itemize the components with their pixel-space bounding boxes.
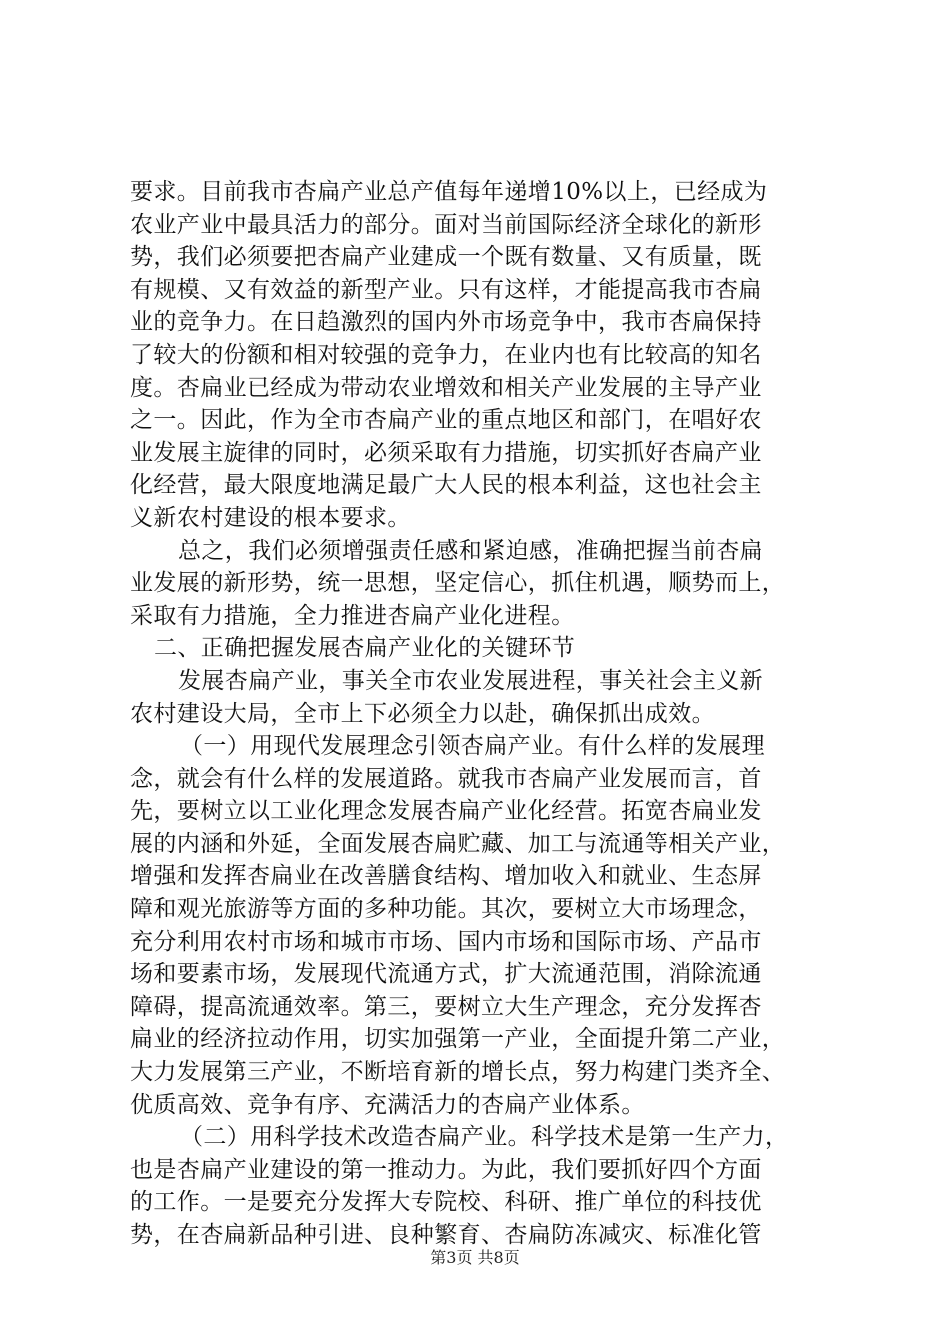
- text-line: 念，就会有什么样的发展道路。就我市杏扁产业发展而言，首: [130, 765, 762, 792]
- text-line: 化经营，最大限度地满足最广大人民的根本利益，这也社会主: [130, 472, 762, 499]
- text-line: 采取有力措施，全力推进杏扁产业化进程。: [130, 602, 575, 629]
- section-heading: 二、正确把握发展杏扁产业化的关键环节: [154, 635, 576, 662]
- text-line: 优质高效、竞争有序、充满活力的杏扁产业体系。: [130, 1091, 645, 1118]
- paragraph-start-line: 发展杏扁产业，事关全市农业发展进程，事关社会主义新: [178, 667, 763, 694]
- page-number-footer: 第3页 共8页: [430, 1248, 520, 1267]
- text-line: 义新农村建设的根本要求。: [130, 504, 411, 531]
- text-line: 大力发展第三产业，不断培育新的增长点，努力构建门类齐全、: [130, 1059, 786, 1086]
- text-line: 充分利用农村市场和城市市场、国内市场和国际市场、产品市: [130, 928, 762, 955]
- paragraph-start-line: （二）用科学技术改造杏扁产业。科学技术是第一生产力，: [180, 1124, 789, 1151]
- document-body: [130, 176, 830, 1252]
- text-line: 展的内涵和外延，全面发展杏扁贮藏、加工与流通等相关产业，: [130, 830, 786, 857]
- text-line: 业发展主旋律的同时，必须采取有力措施，切实抓好杏扁产业: [130, 439, 762, 466]
- text-line: 增强和发挥杏扁业在改善膳食结构、增加收入和就业、生态屏: [130, 863, 762, 890]
- paragraph-start-line: 总之，我们必须增强责任感和紧迫感，准确把握当前杏扁: [178, 537, 763, 564]
- text-line: 也是杏扁产业建设的第一推动力。为此，我们要抓好四个方面: [130, 1156, 762, 1183]
- text-line: 业的竞争力。在日趋激烈的国内外市场竞争中，我市杏扁保持: [130, 309, 762, 336]
- text-line: 扁业的经济拉动作用，切实加强第一产业，全面提升第二产业，: [130, 1026, 786, 1053]
- text-line: 农村建设大局，全市上下必须全力以赴，确保抓出成效。: [130, 700, 715, 727]
- text-line: 势，在杏扁新品种引进、良种繁育、杏扁防冻减灾、标准化管: [130, 1222, 762, 1248]
- text-line: 之一。因此，作为全市杏扁产业的重点地区和部门，在唱好农: [130, 407, 762, 434]
- text-line: 了较大的份额和相对较强的竞争力，在业内也有比较高的知名: [130, 341, 762, 368]
- text-line: 业发展的新形势，统一思想，坚定信心，抓住机遇，顺势而上，: [130, 570, 786, 597]
- text-line: 障碍，提高流通效率。第三，要树立大生产理念，充分发挥杏: [130, 993, 762, 1020]
- text-line: 有规模、又有效益的新型产业。只有这样，才能提高我市杏扁: [130, 276, 762, 303]
- text-line: 的工作。一是要充分发挥大专院校、科研、推广单位的科技优: [130, 1189, 762, 1216]
- text-line: 场和要素市场，发展现代流通方式，扩大流通范围，消除流通: [130, 961, 762, 988]
- text-line: 势，我们必须要把杏扁产业建成一个既有数量、又有质量，既: [130, 244, 762, 271]
- text-line: 先，要树立以工业化理念发展杏扁产业化经营。拓宽杏扁业发: [130, 798, 762, 825]
- text-line: 要求。目前我市杏扁产业总产值每年递增10%以上，已经成为: [130, 179, 768, 205]
- text-line: 度。杏扁业已经成为带动农业增效和相关产业发展的主导产业: [130, 374, 762, 401]
- text-line: 障和观光旅游等方面的多种功能。其次，要树立大市场理念，: [130, 896, 762, 923]
- paragraph-start-line: （一）用现代发展理念引领杏扁产业。有什么样的发展理: [180, 733, 765, 760]
- text-line: 农业产业中最具活力的部分。面对当前国际经济全球化的新形: [130, 211, 762, 238]
